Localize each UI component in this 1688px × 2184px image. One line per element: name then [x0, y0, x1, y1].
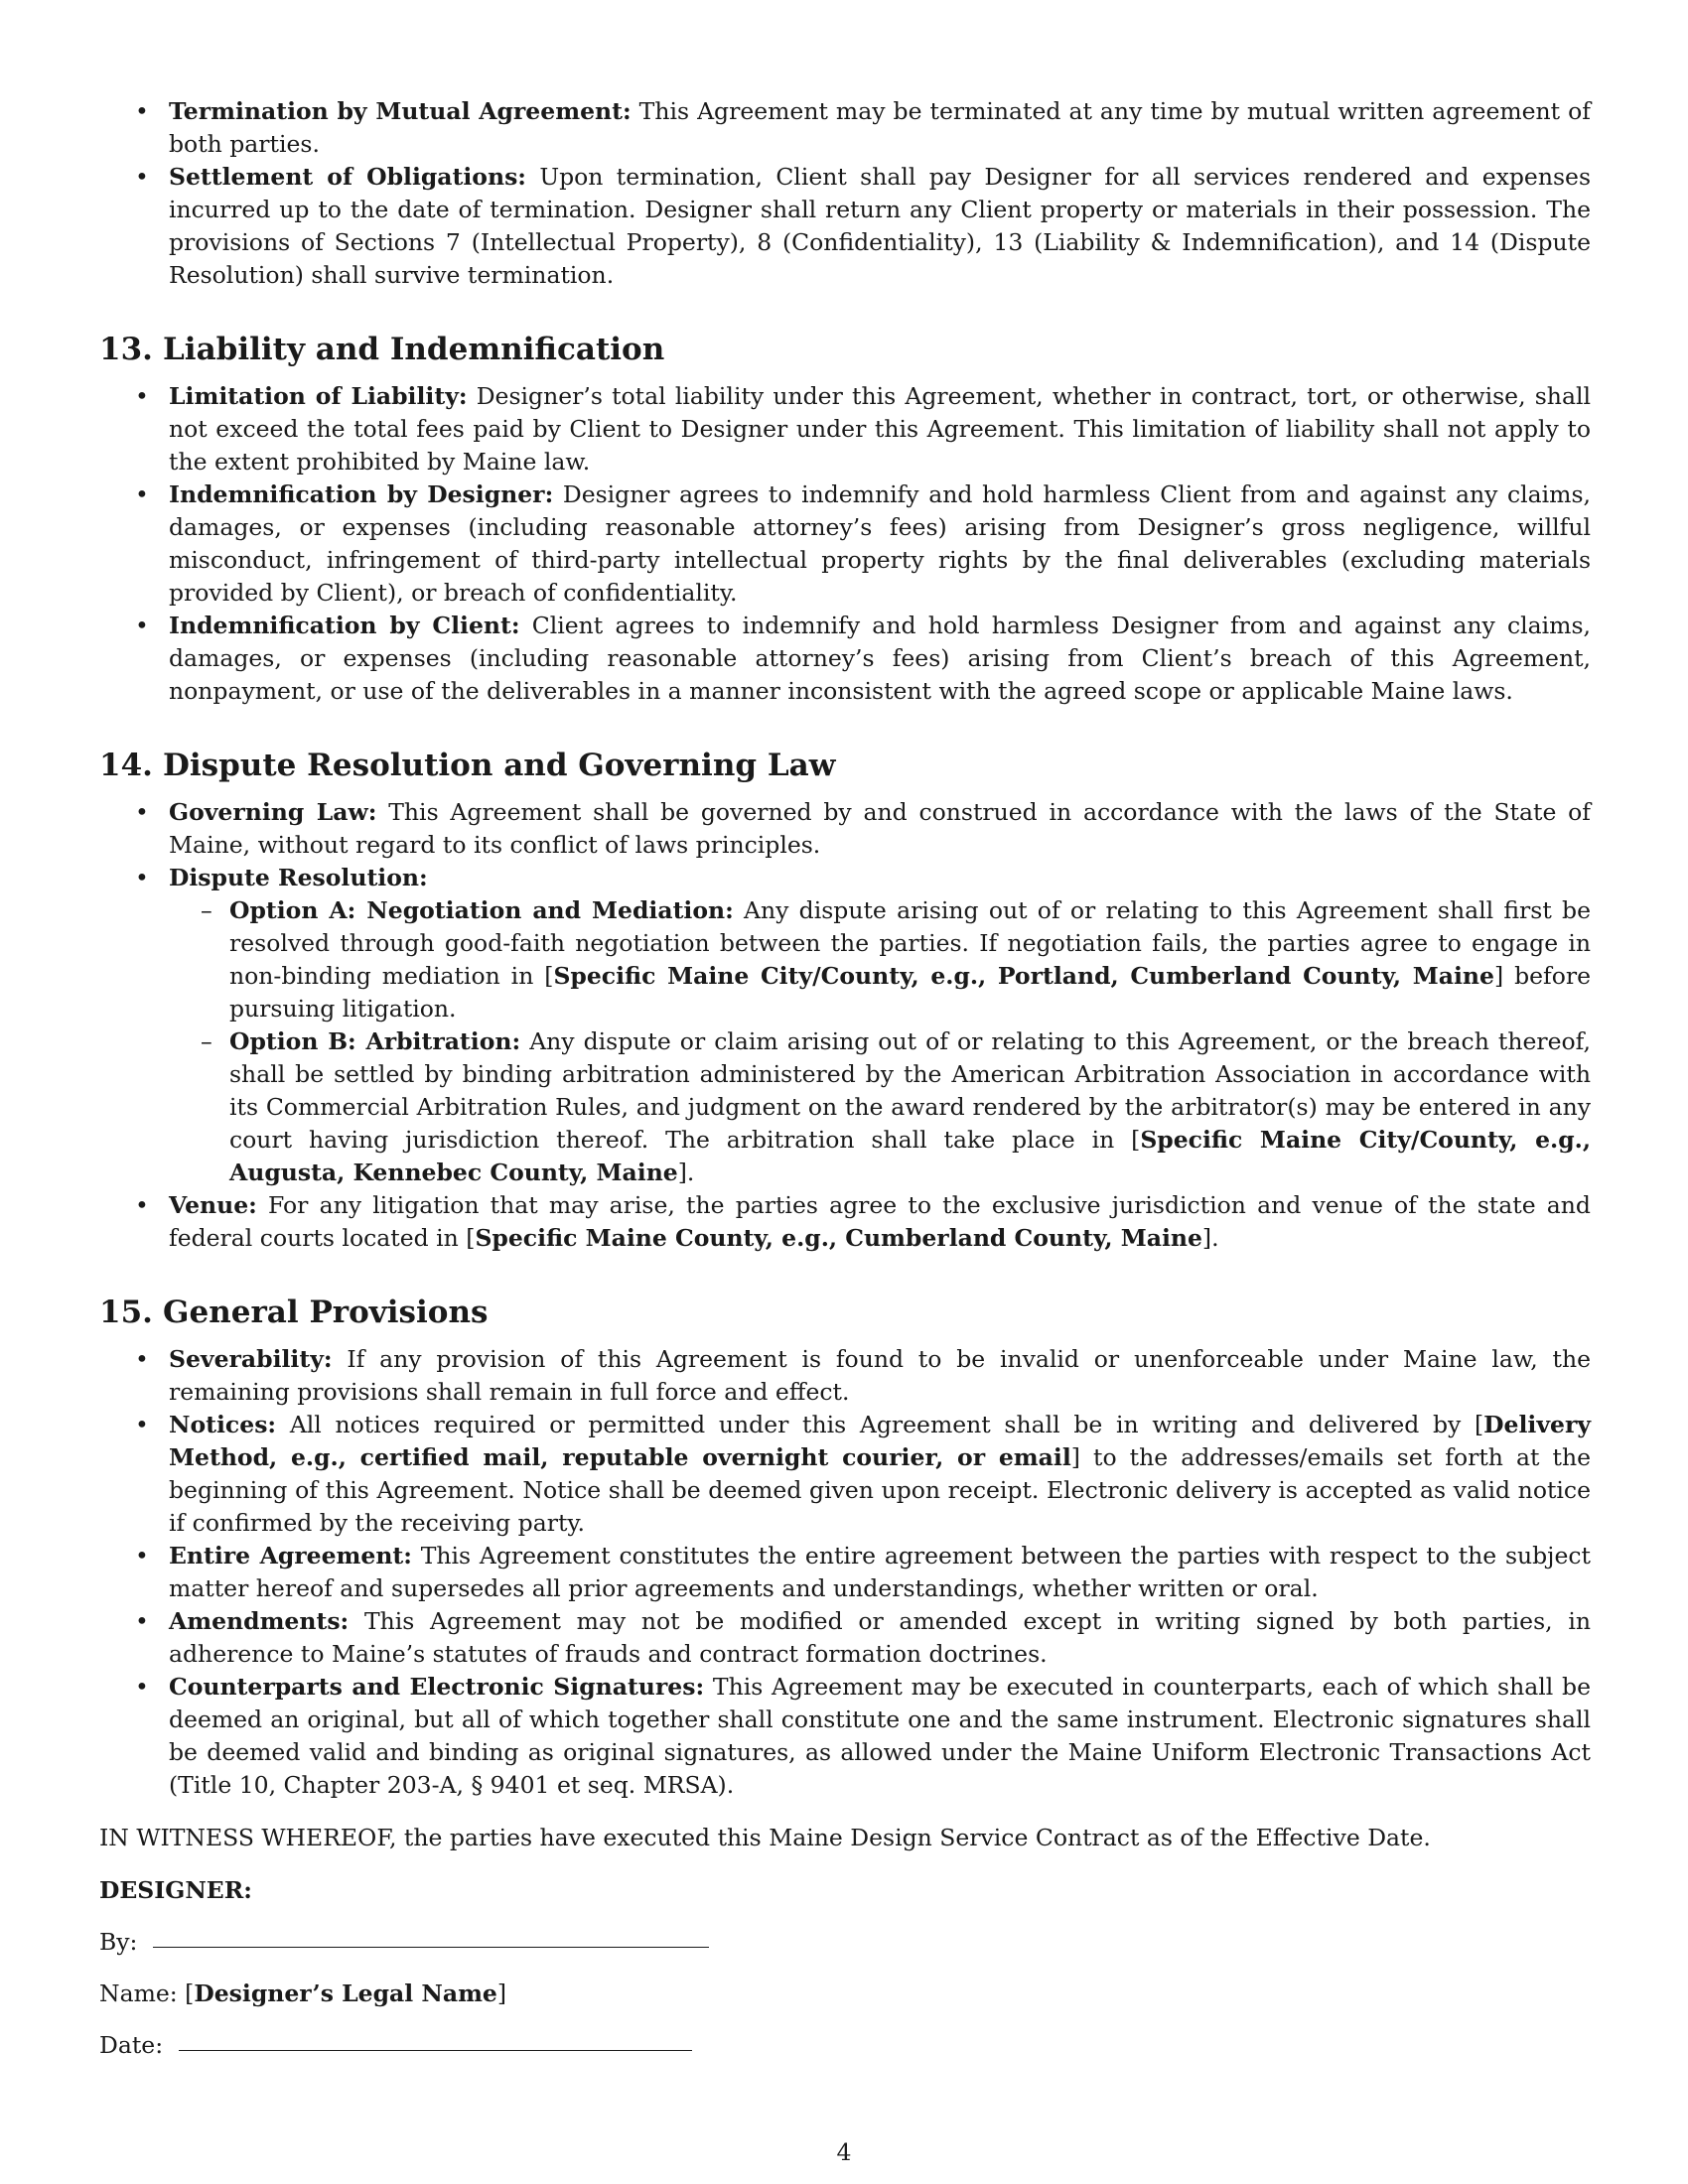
item-label: Amendments:: [169, 1607, 350, 1635]
item-text: This Agreement may be terminated at any time by mutual written agreement of both parties.: [169, 97, 1591, 158]
placeholder-field: Specific Maine City/County, e.g., Portland, Cumberland County, Maine: [553, 962, 1494, 990]
liability-list: [99, 380, 1591, 708]
witness-statement: IN WITNESS WHEREOF, the parties have executed this Maine Design Service Contract as of the Effective Date.: [99, 1824, 1431, 1851]
signature-date-line: [99, 2029, 1591, 2062]
list-item: [99, 478, 1591, 610]
item-text: This Agreement shall be governed by and construed in accordance with the laws of the State of Maine, without regard to its conflict of laws principles.: [169, 798, 1591, 859]
item-text: This Agreement may be executed in counterparts, each of which shall be deemed an original, but all of which together shall constitute one and the same instrument. Electronic signatures shall be deemed valid and binding as original signatures, as allowed under the Maine Uniform Electronic Transactions Act (Title 10, Chapter 203-A, § 9401 et seq. MRSA).: [169, 1673, 1591, 1799]
item-label: Option A: Negotiation and Mediation:: [229, 896, 734, 924]
item-text: All notices required or permitted under this Agreement shall be in writing and delivered by: [289, 1411, 1462, 1438]
list-item: – Option A: Negotiation and Mediation: Any dispute arising out of or relating to this Agreement shall first be resolved through good-faith negotiation between the parties. If negotiation fails, the parties agree to engage in non-binding mediation in [Specific Maine City/County, e.g., Portland, Cumberland County, Maine] before pursuing litigation.: [169, 894, 1591, 1025]
section-number: 14.: [99, 748, 153, 783]
general-provisions-list: [99, 1343, 1591, 1802]
item-text: to the addresses/emails set forth at the beginning of this Agreement. Notice shall be deemed given upon receipt. Electronic delivery is accepted as valid notice if confirmed by the receiving party.: [169, 1443, 1591, 1537]
name-label: Name:: [99, 1979, 178, 2007]
item-text: Designer agrees to indemnify and hold harmless Client from and against any claims, damages, or expenses (including reasonable attorney’s fees) arising from Designer’s gross negligence, willful misconduct, infringement of third-party intellectual property rights by the final deliverables (excluding materials provided by Client), or breach of confidentiality.: [169, 480, 1591, 607]
list-item: [99, 610, 1591, 708]
item-label: Governing Law:: [169, 798, 377, 826]
date-field[interactable]: [179, 2049, 692, 2051]
item-text: This Agreement may not be modified or amended except in writing signed by both parties, in adherence to Maine’s statutes of frauds and contract formation doctrines.: [169, 1607, 1591, 1668]
date-label: Date:: [99, 2031, 164, 2059]
item-text: If any provision of this Agreement is found to be invalid or unenforceable under Maine law, the remaining provisions shall remain in full force and effect.: [169, 1345, 1591, 1406]
document-page: [99, 95, 1591, 2062]
list-item: [99, 1671, 1591, 1802]
placeholder-field: Specific Maine City/County, e.g., Augusta, Kennebec County, Maine: [229, 1126, 1592, 1186]
item-label: Severability:: [169, 1345, 333, 1373]
item-text: Designer’s total liability under this Agreement, whether in contract, tort, or otherwise, shall not exceed the total fees paid by Client to Designer under this Agreement. This limitation of liability shall not apply to the extent prohibited by Maine law.: [169, 382, 1591, 476]
signature-name-line: Name: [Designer’s Legal Name]: [99, 1979, 507, 2007]
section-title: General Provisions: [163, 1295, 489, 1330]
item-text: This Agreement constitutes the entire agreement between the parties with respect to the subject matter hereof and supersedes all prior agreements and understandings, whether written or oral.: [169, 1542, 1591, 1602]
by-label: By:: [99, 1928, 138, 1956]
item-text: before pursuing litigation.: [229, 962, 1592, 1023]
item-label: Venue:: [169, 1191, 257, 1219]
designer-name-placeholder: Designer’s Legal Name: [194, 1979, 497, 2007]
designer-heading: DESIGNER:: [99, 1876, 252, 1904]
list-item: [99, 796, 1591, 862]
item-text: Client agrees to indemnify and hold harmless Designer from and against any claims, damages, or expenses (including reasonable attorney’s fees) arising from Client’s breach of this Agreement, nonpayment, or use of the deliverables in a manner inconsistent with the agreed scope or applicable Maine laws.: [169, 612, 1591, 705]
item-label: Limitation of Liability:: [169, 382, 468, 410]
list-item: [99, 161, 1591, 292]
page-number: 4: [836, 2138, 852, 2166]
item-label: Notices:: [169, 1411, 277, 1438]
item-label: Indemnification by Client:: [169, 612, 520, 639]
section-number: 13.: [99, 332, 153, 367]
section-heading-13: [99, 330, 1591, 369]
placeholder-field: Specific Maine County, e.g., Cumberland County, Maine: [475, 1224, 1202, 1252]
item-text: Upon termination, Client shall pay Designer for all services rendered and expenses incurred up to the date of termination. Designer shall return any Client property or materials in their possession. The provisions of Sections 7 (Intellectual Property), 8 (Confidentiality), 13 (Liability & Indemnification), and 14 (Dispute Resolution) shall survive termination.: [169, 163, 1591, 289]
item-text: Any dispute or claim arising out of or relating to this Agreement, or the breach thereof, shall be settled by binding arbitration administered by the American Arbitration Association in accordance with its Commercial Arbitration Rules, and judgment on the award rendered by the arbitrator(s) may be entered in any court having jurisdiction thereof. The arbitration shall take place in: [229, 1027, 1591, 1154]
item-text: .: [686, 1159, 695, 1186]
section-title: Dispute Resolution and Governing Law: [163, 748, 836, 783]
section-title: Liability and Indemnification: [163, 332, 665, 367]
item-label: Counterparts and Electronic Signatures:: [169, 1673, 705, 1701]
list-item: [99, 1343, 1591, 1409]
termination-list: [99, 95, 1591, 292]
placeholder-field: Delivery Method, e.g., certified mail, reputable overnight courier, or email: [169, 1411, 1591, 1471]
item-label: Entire Agreement:: [169, 1542, 412, 1570]
section-heading-14: [99, 746, 1591, 785]
list-item: [99, 862, 1591, 1189]
list-item: – Option B: Arbitration: Any dispute or claim arising out of or relating to this Agreement, or the breach thereof, shall be settled by binding arbitration administered by the American Arbitration Association in accordance with its Commercial Arbitration Rules, and judgment on the award rendered by the arbitrator(s) may be entered in any court having jurisdiction thereof. The arbitration shall take place in [Specific Maine City/County, e.g., Augusta, Kennebec County, Maine].: [169, 1025, 1591, 1189]
list-item: [99, 380, 1591, 478]
list-item: • Notices: All notices required or permitted under this Agreement shall be in writing and delivered by [Delivery Method, e.g., certified mail, reputable overnight courier, or email] to the addresses/emails set forth at the beginning of this Agreement. Notice shall be deemed given upon receipt. Electronic delivery is accepted as valid notice if confirmed by the receiving party.: [99, 1409, 1591, 1540]
dispute-list: [99, 796, 1591, 1255]
section-number: 15.: [99, 1295, 153, 1330]
item-text: Any dispute arising out of or relating to this Agreement shall first be resolved through good-faith negotiation between the parties. If negotiation fails, the parties agree to engage in non-binding mediation in: [229, 896, 1591, 990]
item-label: Indemnification by Designer:: [169, 480, 554, 508]
item-text: .: [1211, 1224, 1219, 1252]
signature-by-line: [99, 1926, 1591, 1959]
item-label: Dispute Resolution:: [169, 864, 428, 891]
dispute-options-list: [169, 894, 1591, 1189]
item-label: Settlement of Obligations:: [169, 163, 526, 191]
list-item: [99, 1605, 1591, 1671]
list-item: [99, 1540, 1591, 1605]
section-heading-15: [99, 1293, 1591, 1332]
item-label: Termination by Mutual Agreement:: [169, 97, 632, 125]
item-text: For any litigation that may arise, the parties agree to the exclusive jurisdiction and venue of the state and federal courts located in: [169, 1191, 1591, 1252]
signature-field[interactable]: [153, 1946, 709, 1948]
item-label: Option B: Arbitration:: [229, 1027, 521, 1055]
list-item: [99, 95, 1591, 161]
list-item: • Venue: For any litigation that may arise, the parties agree to the exclusive jurisdiction and venue of the state and federal courts located in [Specific Maine County, e.g., Cumberland County, Maine].: [99, 1189, 1591, 1255]
